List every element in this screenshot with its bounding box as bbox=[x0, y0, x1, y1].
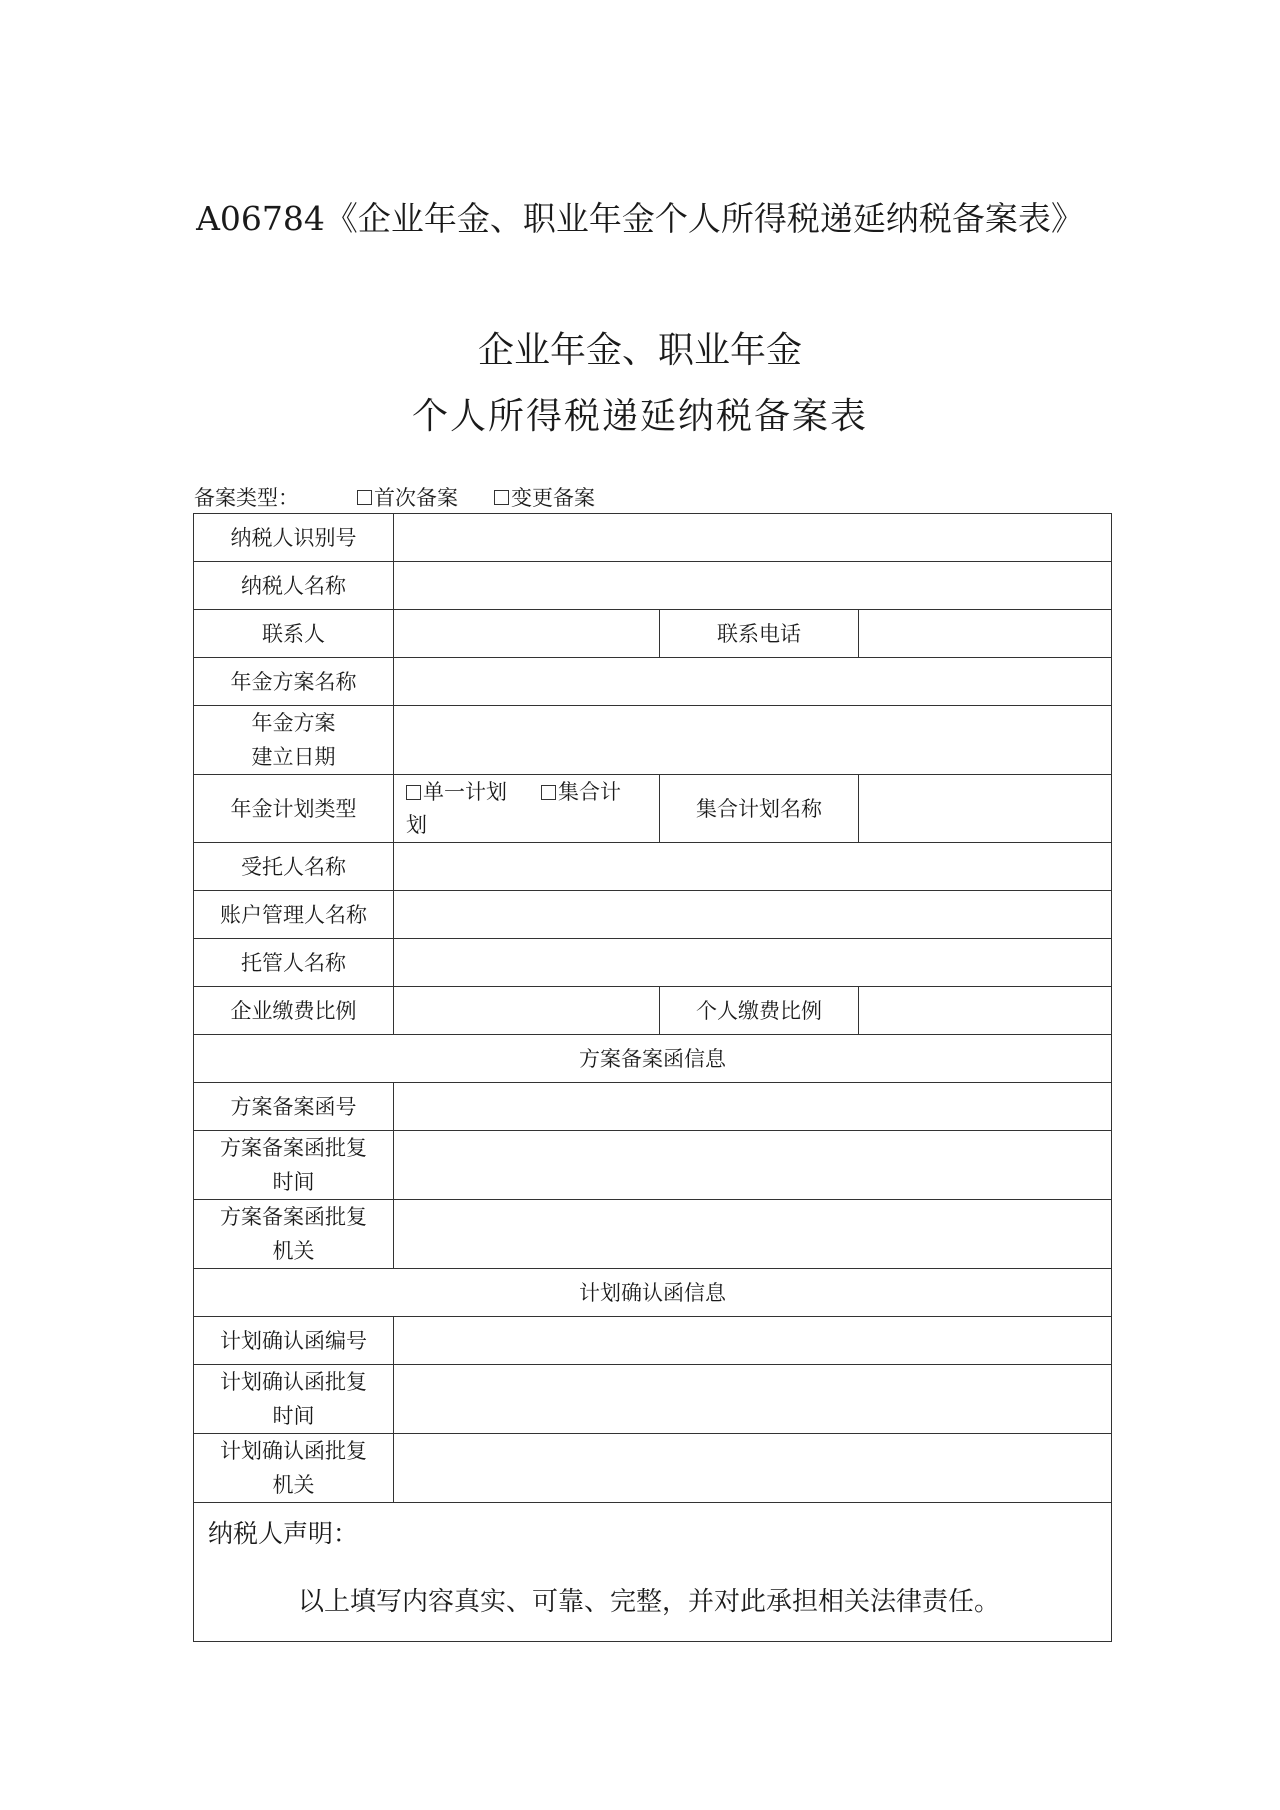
collective-plan-checkbox[interactable] bbox=[541, 785, 556, 800]
plan-filing-section-header: 方案备案函信息 bbox=[194, 1035, 1112, 1083]
plan-type-options bbox=[394, 775, 660, 843]
plan-confirm-time-label bbox=[194, 1365, 394, 1434]
plan-filing-authority-label-line2: 机关 bbox=[272, 1239, 315, 1263]
collective-plan-option[interactable] bbox=[541, 776, 621, 808]
declaration-text: 以上填写内容真实、可靠、完整，并对此承担相关法律责任。 bbox=[298, 1587, 1001, 1617]
plan-confirm-authority-label-line2: 机关 bbox=[272, 1473, 315, 1497]
contact-person-label: 联系人 bbox=[194, 610, 394, 658]
plan-date-field[interactable] bbox=[394, 706, 1112, 775]
taxpayer-id-label: 纳税人识别号 bbox=[194, 514, 394, 562]
collective-plan-label-part2: 划 bbox=[406, 812, 427, 837]
table-row bbox=[194, 1269, 1112, 1317]
first-filing-label: 首次备案 bbox=[374, 486, 458, 510]
plan-date-label-line2: 建立日期 bbox=[251, 745, 336, 769]
table-row bbox=[194, 1317, 1112, 1365]
single-plan-label: 单一计划 bbox=[423, 780, 507, 805]
plan-confirm-time-label-line1: 计划确认函批复 bbox=[220, 1370, 367, 1394]
table-row bbox=[194, 891, 1112, 939]
change-filing-checkbox[interactable] bbox=[494, 490, 509, 505]
table-row bbox=[194, 775, 1112, 843]
plan-confirm-authority-label bbox=[194, 1434, 394, 1503]
custodian-name-label: 托管人名称 bbox=[194, 939, 394, 987]
plan-confirm-authority-label-line1: 计划确认函批复 bbox=[220, 1439, 367, 1463]
first-filing-checkbox[interactable] bbox=[357, 490, 372, 505]
taxpayer-name-label: 纳税人名称 bbox=[194, 562, 394, 610]
plan-filing-time-field[interactable] bbox=[394, 1131, 1112, 1200]
trustee-name-field[interactable] bbox=[394, 843, 1112, 891]
plan-filing-authority-label bbox=[194, 1200, 394, 1269]
table-row bbox=[194, 1083, 1112, 1131]
table-row bbox=[194, 1503, 1112, 1642]
table-row bbox=[194, 987, 1112, 1035]
plan-filing-authority-field[interactable] bbox=[394, 1200, 1112, 1269]
plan-name-label: 年金方案名称 bbox=[194, 658, 394, 706]
employer-ratio-field[interactable] bbox=[394, 987, 660, 1035]
change-filing-option[interactable] bbox=[494, 482, 595, 512]
plan-filing-no-label: 方案备案函号 bbox=[194, 1083, 394, 1131]
individual-ratio-label: 个人缴费比例 bbox=[660, 987, 859, 1035]
plan-name-field[interactable] bbox=[394, 658, 1112, 706]
taxpayer-name-field[interactable] bbox=[394, 562, 1112, 610]
plan-filing-time-label-line1: 方案备案函批复 bbox=[220, 1136, 367, 1160]
first-filing-option[interactable] bbox=[357, 482, 458, 512]
table-row bbox=[194, 939, 1112, 987]
contact-phone-field[interactable] bbox=[859, 610, 1112, 658]
single-plan-checkbox[interactable] bbox=[406, 785, 421, 800]
table-row bbox=[194, 1200, 1112, 1269]
employer-ratio-label: 企业缴费比例 bbox=[194, 987, 394, 1035]
form-title-line1: 企业年金、职业年金 bbox=[477, 330, 802, 371]
table-row bbox=[194, 610, 1112, 658]
declaration-heading: 纳税人声明： bbox=[208, 1519, 359, 1548]
plan-date-label-line1: 年金方案 bbox=[251, 711, 336, 735]
table-row bbox=[194, 706, 1112, 775]
taxpayer-id-field[interactable] bbox=[394, 514, 1112, 562]
filing-type-row bbox=[194, 482, 595, 512]
plan-confirm-section-header: 计划确认函信息 bbox=[194, 1269, 1112, 1317]
table-row bbox=[194, 562, 1112, 610]
change-filing-label: 变更备案 bbox=[511, 486, 595, 510]
plan-filing-time-label bbox=[194, 1131, 394, 1200]
plan-date-label bbox=[194, 706, 394, 775]
plan-confirm-no-label: 计划确认函编号 bbox=[194, 1317, 394, 1365]
declaration-cell bbox=[194, 1503, 1112, 1642]
account-manager-field[interactable] bbox=[394, 891, 1112, 939]
collective-plan-name-label: 集合计划名称 bbox=[660, 775, 859, 843]
table-row bbox=[194, 1365, 1112, 1434]
document-title: A06784《企业年金、职业年金个人所得税递延纳税备案表》 bbox=[196, 199, 1084, 238]
trustee-name-label: 受托人名称 bbox=[194, 843, 394, 891]
filing-type-label: 备案类型： bbox=[194, 486, 299, 510]
plan-filing-time-label-line2: 时间 bbox=[272, 1170, 315, 1194]
contact-person-field[interactable] bbox=[394, 610, 660, 658]
plan-filing-authority-label-line1: 方案备案函批复 bbox=[220, 1205, 367, 1229]
custodian-name-field[interactable] bbox=[394, 939, 1112, 987]
table-row bbox=[194, 658, 1112, 706]
plan-confirm-time-field[interactable] bbox=[394, 1365, 1112, 1434]
collective-plan-label-part1: 集合计 bbox=[558, 780, 621, 805]
form-title-line2: 个人所得税递延纳税备案表 bbox=[411, 396, 868, 437]
table-row bbox=[194, 843, 1112, 891]
individual-ratio-field[interactable] bbox=[859, 987, 1112, 1035]
filing-form-table bbox=[193, 513, 1112, 1642]
table-row bbox=[194, 1434, 1112, 1503]
table-row bbox=[194, 1131, 1112, 1200]
contact-phone-label: 联系电话 bbox=[660, 610, 859, 658]
plan-filing-no-field[interactable] bbox=[394, 1083, 1112, 1131]
plan-confirm-authority-field[interactable] bbox=[394, 1434, 1112, 1503]
collective-plan-name-field[interactable] bbox=[859, 775, 1112, 843]
single-plan-option[interactable] bbox=[406, 776, 507, 808]
plan-confirm-time-label-line2: 时间 bbox=[272, 1404, 315, 1428]
plan-type-label: 年金计划类型 bbox=[194, 775, 394, 843]
plan-confirm-no-field[interactable] bbox=[394, 1317, 1112, 1365]
table-row bbox=[194, 514, 1112, 562]
account-manager-label: 账户管理人名称 bbox=[194, 891, 394, 939]
table-row bbox=[194, 1035, 1112, 1083]
